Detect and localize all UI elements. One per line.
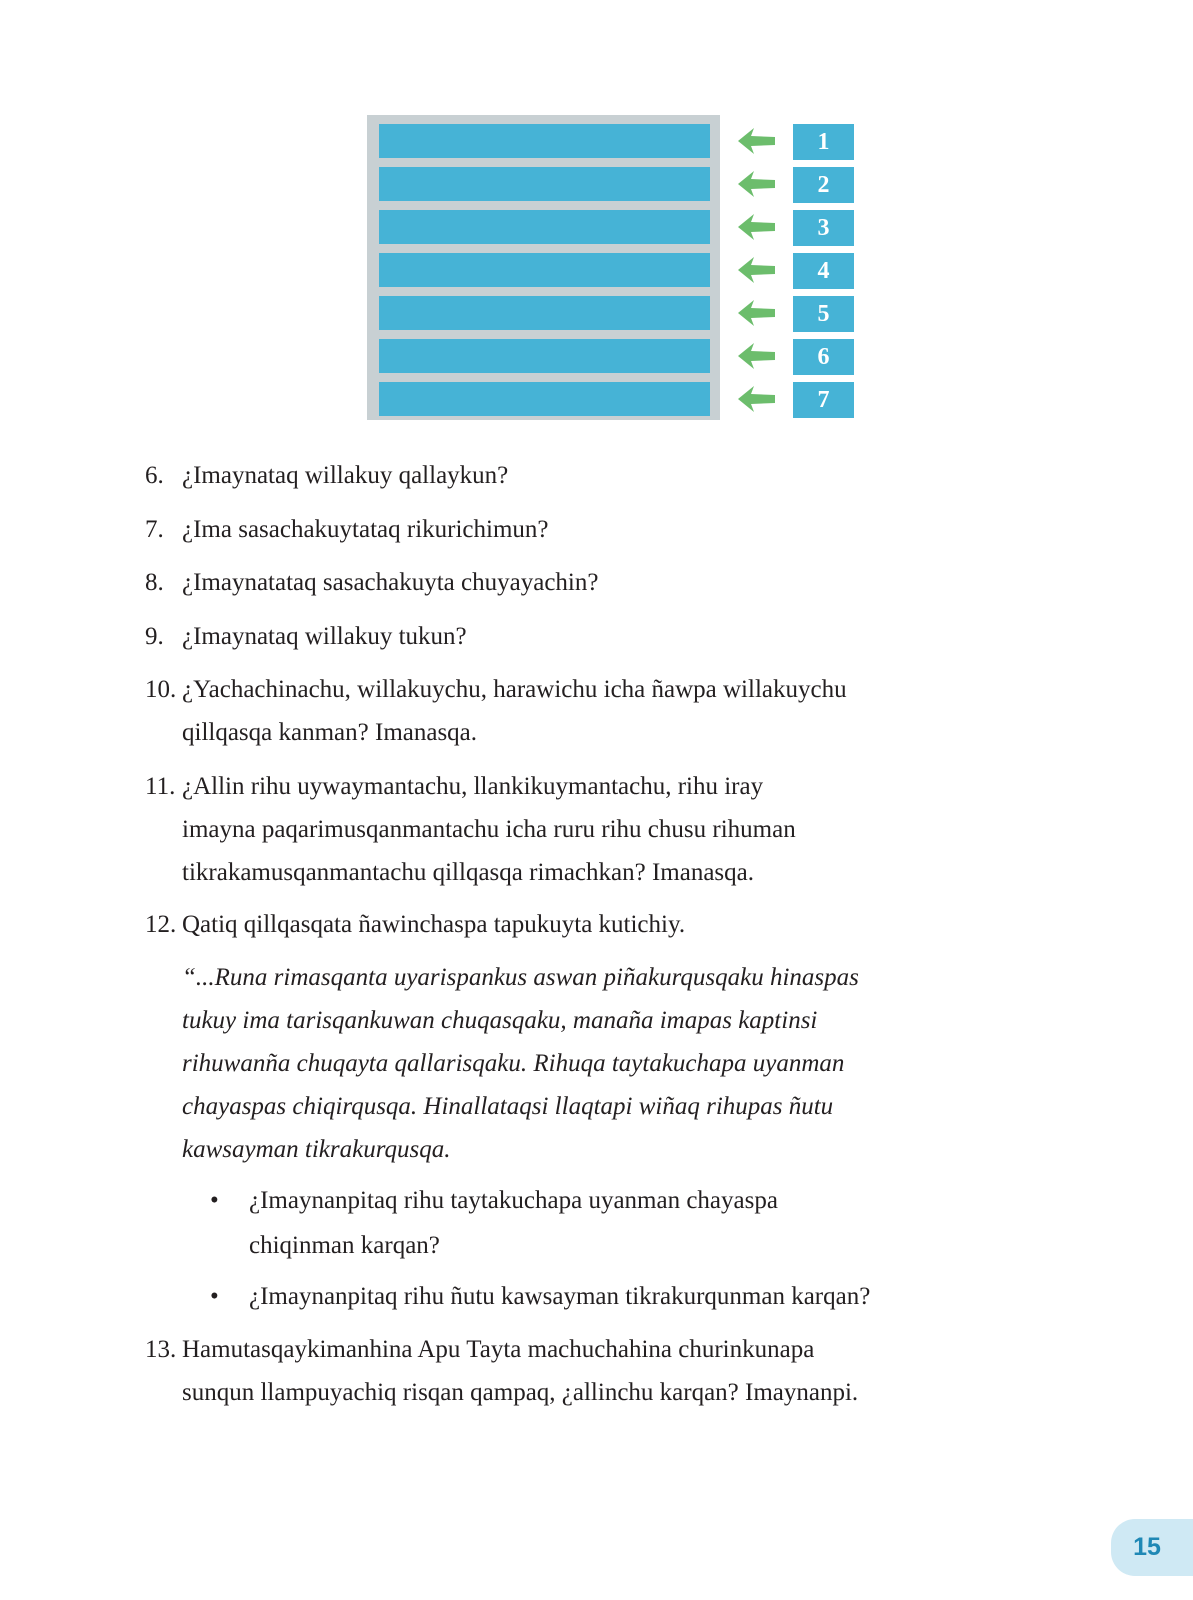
diagram-layer-bar bbox=[379, 296, 710, 330]
bullet-text-line: ¿Imaynanpitaq rihu ñutu kawsayman tikrakurqunman karqan? bbox=[249, 1283, 871, 1310]
question-number: 12. bbox=[145, 911, 177, 938]
green-arrow-icon bbox=[738, 343, 775, 369]
green-arrow-icon bbox=[738, 171, 775, 197]
layer-number-label: 7 bbox=[793, 382, 854, 418]
question-text-line: Hamutasqaykimanhina Apu Tayta machuchahina churinkunapa bbox=[182, 1336, 815, 1363]
question-text: ¿Imaynatataq sasachakuyta chuyayachin? bbox=[182, 569, 599, 596]
green-arrow-icon bbox=[738, 257, 775, 283]
question-number: 11. bbox=[145, 773, 176, 800]
bullet-text-line: chiqinman karqan? bbox=[249, 1232, 440, 1259]
quoted-passage bbox=[182, 956, 1012, 1171]
bullet-dot: • bbox=[210, 1283, 219, 1310]
layer-number-label: 4 bbox=[793, 253, 854, 289]
diagram-layer-bar bbox=[379, 167, 710, 201]
question-6 bbox=[145, 454, 1025, 497]
diagram-layer-bar bbox=[379, 339, 710, 373]
quote-line: kawsayman tikrakurqusqa. bbox=[182, 1136, 451, 1163]
question-number: 6. bbox=[145, 462, 164, 489]
quote-line: chayaspas chiqirqusqa. Hinallataqsi llaqtapi wiñaq rihupas ñutu bbox=[182, 1093, 834, 1120]
green-arrow-icon bbox=[738, 386, 775, 412]
question-8 bbox=[145, 561, 1025, 604]
question-7 bbox=[145, 508, 1025, 551]
layer-number-label: 1 bbox=[793, 124, 854, 160]
diagram-layer-bar bbox=[379, 210, 710, 244]
question-10 bbox=[145, 668, 1025, 754]
layer-number-label: 6 bbox=[793, 339, 854, 375]
question-13 bbox=[145, 1328, 1025, 1414]
question-text: ¿Imaynataq willakuy qallaykun? bbox=[182, 462, 509, 489]
diagram-layer-bar bbox=[379, 124, 710, 158]
question-9 bbox=[145, 615, 1025, 658]
bullet-dot: • bbox=[210, 1187, 219, 1214]
layered-diagram bbox=[0, 0, 1193, 440]
question-text: Qatiq qillqasqata ñawinchaspa tapukuyta kutichiy. bbox=[182, 911, 686, 938]
question-text-line: tikrakamusqanmantachu qillqasqa rimachkan? Imanasqa. bbox=[182, 859, 755, 886]
layer-number-label: 2 bbox=[793, 167, 854, 203]
green-arrow-icon bbox=[738, 300, 775, 326]
bullet-item-2 bbox=[210, 1274, 1030, 1319]
bullet-text-line: ¿Imaynanpitaq rihu taytakuchapa uyanman chayaspa bbox=[249, 1187, 778, 1214]
question-number: 7. bbox=[145, 516, 164, 543]
question-number: 8. bbox=[145, 569, 164, 596]
layer-number-label: 5 bbox=[793, 296, 854, 332]
green-arrow-icon bbox=[738, 214, 775, 240]
diagram-layer-bar bbox=[379, 253, 710, 287]
question-number: 10. bbox=[145, 676, 177, 703]
question-text-line: ¿Yachachinachu, willakuychu, harawichu icha ñawpa willakuychu bbox=[182, 676, 847, 703]
green-arrow-icon bbox=[738, 128, 775, 154]
quote-line: “...Runa rimasqanta uyarispankus aswan piñakurqusqaku hinaspas bbox=[182, 964, 859, 991]
page-number: 15 bbox=[1111, 1519, 1193, 1576]
question-text: ¿Imaynataq willakuy tukun? bbox=[182, 623, 467, 650]
question-12 bbox=[145, 903, 1025, 946]
quote-line: rihuwanña chuqayta qallarisqaku. Rihuqa taytakuchapa uyanman bbox=[182, 1050, 845, 1077]
question-number: 9. bbox=[145, 623, 164, 650]
quote-line: tukuy ima tarisqankuwan chuqasqaku, manaña imapas kaptinsi bbox=[182, 1007, 818, 1034]
layer-number-label: 3 bbox=[793, 210, 854, 246]
question-text: ¿Ima sasachakuytataq rikurichimun? bbox=[182, 516, 549, 543]
bullet-item-1 bbox=[210, 1178, 1030, 1268]
question-text-line: sunqun llampuyachiq risqan qampaq, ¿allinchu karqan? Imaynanpi. bbox=[182, 1379, 859, 1406]
question-11 bbox=[145, 765, 1025, 894]
question-text-line: ¿Allin rihu uywaymantachu, llankikuymantachu, rihu iray bbox=[182, 773, 764, 800]
question-text-line: qillqasqa kanman? Imanasqa. bbox=[182, 719, 478, 746]
diagram-layer-bar bbox=[379, 382, 710, 416]
question-text-line: imayna paqarimusqanmantachu icha ruru rihu chusu rihuman bbox=[182, 816, 796, 843]
question-number: 13. bbox=[145, 1336, 177, 1363]
